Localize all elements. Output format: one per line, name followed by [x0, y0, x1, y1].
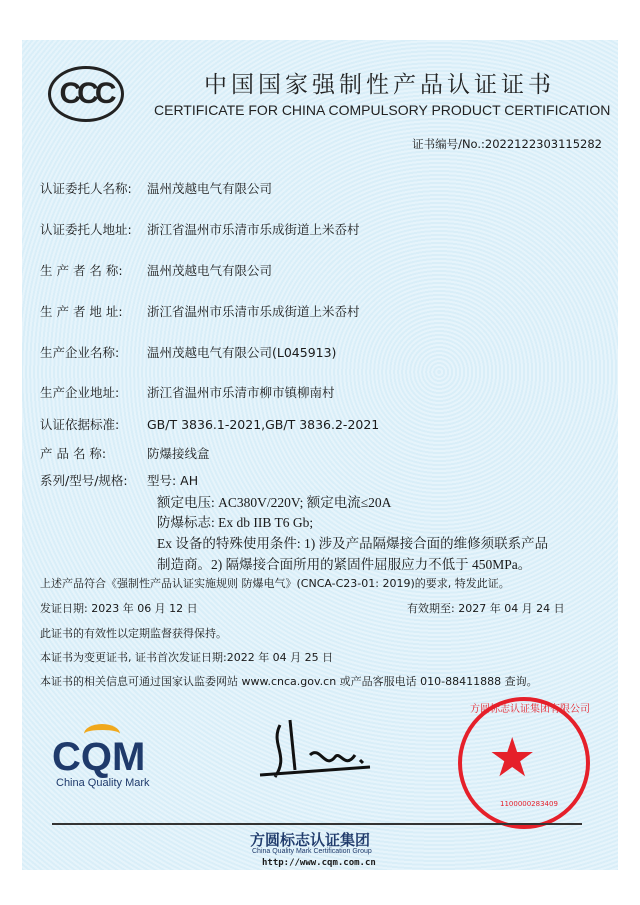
certificate-subtitle: CERTIFICATE FOR CHINA COMPULSORY PRODUCT CERTIFICATION — [154, 102, 611, 118]
field-label: 系列/型号/规格: — [40, 473, 128, 488]
field-row — [40, 261, 272, 279]
field-label: 认证委托人地址: — [40, 222, 132, 237]
certificate-title: 中国国家强制性产品认证证书 — [204, 72, 555, 98]
certificate-number: 证书编号/No.:2022122303115282 — [412, 137, 602, 151]
expiry-date: 有效期至: 2027 年 04 月 24 日 — [407, 602, 565, 615]
field-label: 产 品 名 称: — [40, 446, 107, 461]
seal-number: 1100000283409 — [500, 800, 558, 808]
issuer-name-en: China Quality Mark Certification Group — [252, 848, 372, 855]
field-value: 浙江省温州市乐清市乐成街道上米岙村 — [147, 222, 360, 237]
spec-line: 额定电压: AC380V/220V; 额定电流≤20A — [157, 495, 392, 510]
field-value: 温州茂越电气有限公司 — [147, 263, 273, 278]
field-value: 防爆接线盒 — [147, 446, 210, 461]
spec-line: 制造商。2) 隔爆接合面所用的紧固件屈服应力不低于 450MPa。 — [157, 557, 532, 572]
field-value: 型号: AH — [147, 473, 199, 488]
field-value: 浙江省温州市乐清市乐成街道上米岙村 — [147, 304, 360, 319]
ccc-logo: CCC — [48, 66, 124, 122]
field-row — [40, 343, 336, 361]
signature — [250, 715, 390, 790]
field-row — [40, 415, 379, 433]
spec-line: Ex 设备的特殊使用条件: 1) 涉及产品隔爆接合面的维修须联系产品 — [157, 536, 549, 551]
statement: 上述产品符合《强制性产品认证实施规则 防爆电气》(CNCA-C23-01: 2019)的要求, 特发此证。 — [40, 577, 510, 590]
spec-line: 防爆标志: Ex db IIB T6 Gb; — [157, 515, 314, 530]
footer-divider — [52, 823, 582, 825]
cqm-logo-subtitle: China Quality Mark — [56, 777, 150, 789]
field-row — [40, 444, 210, 462]
inquiry-note: 本证书的相关信息可通过国家认监委网站 www.cnca.gov.cn 或产品客服电话 010-88411888 查询。 — [40, 675, 538, 688]
cqm-logo: CQM — [52, 735, 146, 779]
validity-note: 此证书的有效性以定期监督获得保持。 — [40, 627, 227, 640]
field-value: GB/T 3836.1-2021,GB/T 3836.2-2021 — [147, 417, 380, 432]
issuer-url[interactable]: http://www.cqm.com.cn — [262, 858, 376, 868]
star-icon: ★ — [488, 726, 537, 789]
field-label: 生产企业名称: — [40, 345, 120, 360]
field-row — [40, 471, 198, 489]
field-label: 生 产 者 名 称: — [40, 263, 123, 278]
issuer-name: 方圆标志认证集团 — [250, 831, 371, 849]
field-row — [40, 220, 360, 238]
field-label: 认证委托人名称: — [40, 181, 132, 196]
change-note: 本证书为变更证书, 证书首次发证日期:2022 年 04 月 25 日 — [40, 651, 334, 664]
field-row — [40, 302, 360, 320]
field-label: 生 产 者 地 址: — [40, 304, 123, 319]
field-value: 浙江省温州市乐清市柳市镇柳南村 — [147, 385, 335, 400]
field-label: 生产企业地址: — [40, 385, 120, 400]
field-row — [40, 179, 272, 197]
field-label: 认证依据标准: — [40, 417, 120, 432]
field-value: 温州茂越电气有限公司 — [147, 181, 273, 196]
field-value: 温州茂越电气有限公司(L045913) — [147, 345, 337, 360]
issue-date: 发证日期: 2023 年 06 月 12 日 — [40, 602, 198, 615]
seal-text: 方圆标志认证集团有限公司 — [470, 704, 590, 715]
field-row — [40, 383, 335, 401]
